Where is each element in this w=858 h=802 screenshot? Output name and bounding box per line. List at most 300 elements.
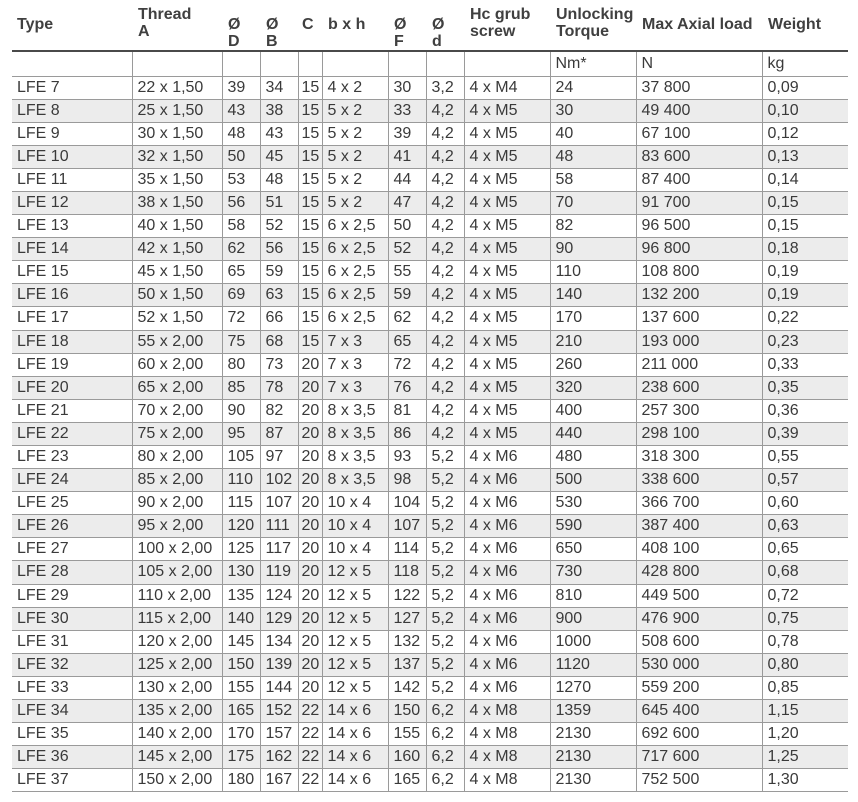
cell-c: 20 <box>298 399 322 422</box>
cell-od: 140 <box>222 607 260 630</box>
cell-ob: 144 <box>260 676 298 699</box>
cell-torque: 2130 <box>550 746 636 769</box>
cell-odsmall: 5,2 <box>426 492 464 515</box>
cell-c: 20 <box>298 446 322 469</box>
cell-type: LFE 28 <box>12 561 132 584</box>
cell-c: 15 <box>298 330 322 353</box>
cell-weight: 0,39 <box>762 422 848 445</box>
cell-c: 15 <box>298 215 322 238</box>
cell-od: 175 <box>222 746 260 769</box>
col-header-of: Ø F <box>388 0 426 51</box>
cell-axial-load: 91 700 <box>636 191 762 214</box>
table-row <box>12 653 848 676</box>
cell-grub-screw: 4 x M5 <box>464 307 550 330</box>
cell-grub-screw: 4 x M5 <box>464 422 550 445</box>
col-header-type: Type <box>12 0 132 51</box>
cell-od: 90 <box>222 399 260 422</box>
cell-axial-load: 257 300 <box>636 399 762 422</box>
table-row <box>12 261 848 284</box>
cell-torque: 320 <box>550 376 636 399</box>
header-row <box>12 0 848 51</box>
table-row <box>12 607 848 630</box>
cell-ob: 124 <box>260 584 298 607</box>
cell-grub-screw: 4 x M5 <box>464 261 550 284</box>
cell-odsmall: 5,2 <box>426 676 464 699</box>
cell-ob: 162 <box>260 746 298 769</box>
cell-weight: 0,19 <box>762 284 848 307</box>
cell-ob: 119 <box>260 561 298 584</box>
cell-thread: 38 x 1,50 <box>132 191 222 214</box>
unit-load: N <box>636 51 762 76</box>
cell-type: LFE 8 <box>12 99 132 122</box>
cell-bxh: 14 x 6 <box>322 700 388 723</box>
table-row <box>12 284 848 307</box>
cell-of: 44 <box>388 168 426 191</box>
cell-c: 20 <box>298 353 322 376</box>
cell-type: LFE 25 <box>12 492 132 515</box>
cell-weight: 1,20 <box>762 723 848 746</box>
cell-odsmall: 4,2 <box>426 145 464 168</box>
cell-odsmall: 5,2 <box>426 630 464 653</box>
cell-weight: 0,55 <box>762 446 848 469</box>
cell-grub-screw: 4 x M6 <box>464 653 550 676</box>
cell-bxh: 14 x 6 <box>322 746 388 769</box>
cell-torque: 24 <box>550 76 636 99</box>
cell-grub-screw: 4 x M8 <box>464 723 550 746</box>
cell-weight: 0,65 <box>762 538 848 561</box>
unit-cell <box>222 51 260 76</box>
cell-od: 110 <box>222 469 260 492</box>
cell-axial-load: 137 600 <box>636 307 762 330</box>
cell-odsmall: 5,2 <box>426 584 464 607</box>
cell-bxh: 12 x 5 <box>322 607 388 630</box>
cell-od: 180 <box>222 769 260 792</box>
cell-torque: 730 <box>550 561 636 584</box>
cell-axial-load: 49 400 <box>636 99 762 122</box>
cell-c: 20 <box>298 376 322 399</box>
unit-cell <box>298 51 322 76</box>
cell-ob: 129 <box>260 607 298 630</box>
units-row <box>12 51 848 76</box>
cell-thread: 95 x 2,00 <box>132 515 222 538</box>
table-row <box>12 422 848 445</box>
cell-ob: 134 <box>260 630 298 653</box>
cell-weight: 0,33 <box>762 353 848 376</box>
unit-cell <box>132 51 222 76</box>
unit-cell <box>426 51 464 76</box>
cell-odsmall: 4,2 <box>426 330 464 353</box>
cell-od: 69 <box>222 284 260 307</box>
table-row <box>12 376 848 399</box>
cell-type: LFE 7 <box>12 76 132 99</box>
table-row <box>12 99 848 122</box>
cell-c: 22 <box>298 723 322 746</box>
cell-grub-screw: 4 x M6 <box>464 584 550 607</box>
cell-od: 130 <box>222 561 260 584</box>
table-row <box>12 353 848 376</box>
cell-ob: 48 <box>260 168 298 191</box>
cell-bxh: 5 x 2 <box>322 191 388 214</box>
cell-weight: 0,57 <box>762 469 848 492</box>
cell-weight: 1,30 <box>762 769 848 792</box>
cell-bxh: 10 x 4 <box>322 492 388 515</box>
cell-ob: 102 <box>260 469 298 492</box>
cell-of: 55 <box>388 261 426 284</box>
table-row <box>12 469 848 492</box>
cell-grub-screw: 4 x M5 <box>464 168 550 191</box>
cell-odsmall: 4,2 <box>426 307 464 330</box>
cell-type: LFE 20 <box>12 376 132 399</box>
cell-of: 160 <box>388 746 426 769</box>
cell-bxh: 5 x 2 <box>322 99 388 122</box>
cell-odsmall: 4,2 <box>426 284 464 307</box>
cell-thread: 105 x 2,00 <box>132 561 222 584</box>
cell-odsmall: 6,2 <box>426 769 464 792</box>
cell-axial-load: 37 800 <box>636 76 762 99</box>
cell-c: 15 <box>298 168 322 191</box>
cell-od: 85 <box>222 376 260 399</box>
cell-of: 30 <box>388 76 426 99</box>
cell-bxh: 8 x 3,5 <box>322 446 388 469</box>
table-row <box>12 145 848 168</box>
cell-axial-load: 508 600 <box>636 630 762 653</box>
cell-od: 150 <box>222 653 260 676</box>
cell-thread: 120 x 2,00 <box>132 630 222 653</box>
cell-od: 170 <box>222 723 260 746</box>
cell-axial-load: 132 200 <box>636 284 762 307</box>
cell-type: LFE 9 <box>12 122 132 145</box>
cell-grub-screw: 4 x M5 <box>464 284 550 307</box>
cell-c: 15 <box>298 191 322 214</box>
cell-weight: 0,14 <box>762 168 848 191</box>
cell-of: 50 <box>388 215 426 238</box>
cell-weight: 0,63 <box>762 515 848 538</box>
table-row <box>12 215 848 238</box>
cell-thread: 55 x 2,00 <box>132 330 222 353</box>
cell-torque: 1270 <box>550 676 636 699</box>
cell-thread: 60 x 2,00 <box>132 353 222 376</box>
cell-c: 20 <box>298 584 322 607</box>
unit-weight: kg <box>762 51 848 76</box>
cell-type: LFE 29 <box>12 584 132 607</box>
cell-type: LFE 24 <box>12 469 132 492</box>
cell-thread: 35 x 1,50 <box>132 168 222 191</box>
cell-type: LFE 19 <box>12 353 132 376</box>
cell-thread: 25 x 1,50 <box>132 99 222 122</box>
cell-bxh: 6 x 2,5 <box>322 307 388 330</box>
cell-bxh: 7 x 3 <box>322 330 388 353</box>
cell-od: 62 <box>222 238 260 261</box>
cell-bxh: 8 x 3,5 <box>322 422 388 445</box>
cell-ob: 63 <box>260 284 298 307</box>
cell-grub-screw: 4 x M5 <box>464 376 550 399</box>
cell-odsmall: 5,2 <box>426 469 464 492</box>
cell-odsmall: 6,2 <box>426 723 464 746</box>
cell-axial-load: 211 000 <box>636 353 762 376</box>
cell-ob: 56 <box>260 238 298 261</box>
cell-type: LFE 13 <box>12 215 132 238</box>
col-header-ob: Ø B <box>260 0 298 51</box>
table-row <box>12 676 848 699</box>
table-row <box>12 769 848 792</box>
cell-of: 122 <box>388 584 426 607</box>
cell-thread: 125 x 2,00 <box>132 653 222 676</box>
cell-od: 145 <box>222 630 260 653</box>
cell-bxh: 12 x 5 <box>322 676 388 699</box>
cell-ob: 73 <box>260 353 298 376</box>
cell-bxh: 7 x 3 <box>322 376 388 399</box>
cell-c: 15 <box>298 99 322 122</box>
cell-type: LFE 37 <box>12 769 132 792</box>
cell-bxh: 12 x 5 <box>322 630 388 653</box>
unit-cell <box>12 51 132 76</box>
cell-ob: 152 <box>260 700 298 723</box>
cell-thread: 40 x 1,50 <box>132 215 222 238</box>
cell-thread: 85 x 2,00 <box>132 469 222 492</box>
cell-ob: 87 <box>260 422 298 445</box>
cell-type: LFE 26 <box>12 515 132 538</box>
cell-torque: 810 <box>550 584 636 607</box>
cell-bxh: 6 x 2,5 <box>322 215 388 238</box>
table-row <box>12 700 848 723</box>
cell-torque: 110 <box>550 261 636 284</box>
cell-weight: 0,15 <box>762 191 848 214</box>
cell-bxh: 6 x 2,5 <box>322 284 388 307</box>
cell-axial-load: 318 300 <box>636 446 762 469</box>
col-header-max-axial-load: Max Axial load <box>636 0 762 51</box>
cell-bxh: 12 x 5 <box>322 653 388 676</box>
table-row <box>12 515 848 538</box>
cell-od: 48 <box>222 122 260 145</box>
cell-torque: 440 <box>550 422 636 445</box>
cell-c: 20 <box>298 515 322 538</box>
cell-torque: 1120 <box>550 653 636 676</box>
cell-weight: 0,10 <box>762 99 848 122</box>
cell-bxh: 14 x 6 <box>322 723 388 746</box>
table-row <box>12 561 848 584</box>
cell-od: 56 <box>222 191 260 214</box>
cell-ob: 167 <box>260 769 298 792</box>
cell-type: LFE 10 <box>12 145 132 168</box>
cell-thread: 90 x 2,00 <box>132 492 222 515</box>
unit-cell <box>388 51 426 76</box>
cell-axial-load: 428 800 <box>636 561 762 584</box>
cell-bxh: 6 x 2,5 <box>322 238 388 261</box>
cell-od: 50 <box>222 145 260 168</box>
cell-odsmall: 4,2 <box>426 376 464 399</box>
cell-torque: 210 <box>550 330 636 353</box>
cell-type: LFE 32 <box>12 653 132 676</box>
cell-of: 150 <box>388 700 426 723</box>
cell-grub-screw: 4 x M8 <box>464 769 550 792</box>
cell-grub-screw: 4 x M6 <box>464 676 550 699</box>
cell-ob: 97 <box>260 446 298 469</box>
cell-of: 142 <box>388 676 426 699</box>
cell-thread: 65 x 2,00 <box>132 376 222 399</box>
col-header-weight: Weight <box>762 0 848 51</box>
cell-grub-screw: 4 x M6 <box>464 469 550 492</box>
cell-grub-screw: 4 x M5 <box>464 399 550 422</box>
cell-od: 125 <box>222 538 260 561</box>
cell-torque: 70 <box>550 191 636 214</box>
cell-ob: 43 <box>260 122 298 145</box>
table-row <box>12 168 848 191</box>
cell-odsmall: 3,2 <box>426 76 464 99</box>
cell-of: 107 <box>388 515 426 538</box>
cell-of: 47 <box>388 191 426 214</box>
cell-ob: 157 <box>260 723 298 746</box>
col-header-od: Ø D <box>222 0 260 51</box>
cell-type: LFE 21 <box>12 399 132 422</box>
cell-axial-load: 338 600 <box>636 469 762 492</box>
cell-od: 135 <box>222 584 260 607</box>
cell-c: 22 <box>298 746 322 769</box>
cell-weight: 0,68 <box>762 561 848 584</box>
cell-odsmall: 4,2 <box>426 422 464 445</box>
cell-odsmall: 5,2 <box>426 607 464 630</box>
cell-bxh: 8 x 3,5 <box>322 469 388 492</box>
cell-c: 15 <box>298 307 322 330</box>
cell-thread: 50 x 1,50 <box>132 284 222 307</box>
cell-torque: 1359 <box>550 700 636 723</box>
cell-grub-screw: 4 x M6 <box>464 607 550 630</box>
cell-axial-load: 717 600 <box>636 746 762 769</box>
cell-torque: 170 <box>550 307 636 330</box>
cell-od: 105 <box>222 446 260 469</box>
cell-od: 155 <box>222 676 260 699</box>
cell-axial-load: 193 000 <box>636 330 762 353</box>
cell-axial-load: 692 600 <box>636 723 762 746</box>
col-header-bxh: b x h <box>322 0 388 51</box>
cell-of: 155 <box>388 723 426 746</box>
cell-torque: 40 <box>550 122 636 145</box>
cell-grub-screw: 4 x M8 <box>464 700 550 723</box>
cell-axial-load: 366 700 <box>636 492 762 515</box>
cell-odsmall: 6,2 <box>426 700 464 723</box>
cell-thread: 75 x 2,00 <box>132 422 222 445</box>
cell-type: LFE 12 <box>12 191 132 214</box>
cell-of: 165 <box>388 769 426 792</box>
cell-axial-load: 67 100 <box>636 122 762 145</box>
cell-grub-screw: 4 x M6 <box>464 446 550 469</box>
col-header-thread: Thread A <box>132 0 222 51</box>
cell-grub-screw: 4 x M6 <box>464 538 550 561</box>
cell-thread: 22 x 1,50 <box>132 76 222 99</box>
cell-c: 20 <box>298 676 322 699</box>
cell-c: 22 <box>298 700 322 723</box>
cell-od: 120 <box>222 515 260 538</box>
cell-type: LFE 18 <box>12 330 132 353</box>
cell-of: 59 <box>388 284 426 307</box>
cell-odsmall: 4,2 <box>426 353 464 376</box>
cell-thread: 150 x 2,00 <box>132 769 222 792</box>
cell-ob: 107 <box>260 492 298 515</box>
cell-axial-load: 645 400 <box>636 700 762 723</box>
cell-of: 33 <box>388 99 426 122</box>
cell-weight: 0,22 <box>762 307 848 330</box>
cell-axial-load: 530 000 <box>636 653 762 676</box>
cell-ob: 51 <box>260 191 298 214</box>
cell-torque: 1000 <box>550 630 636 653</box>
cell-torque: 400 <box>550 399 636 422</box>
cell-torque: 140 <box>550 284 636 307</box>
cell-bxh: 4 x 2 <box>322 76 388 99</box>
cell-torque: 530 <box>550 492 636 515</box>
cell-of: 81 <box>388 399 426 422</box>
cell-of: 104 <box>388 492 426 515</box>
cell-od: 72 <box>222 307 260 330</box>
table-row <box>12 76 848 99</box>
cell-torque: 30 <box>550 99 636 122</box>
table-row <box>12 238 848 261</box>
cell-torque: 48 <box>550 145 636 168</box>
cell-bxh: 7 x 3 <box>322 353 388 376</box>
cell-torque: 58 <box>550 168 636 191</box>
cell-type: LFE 11 <box>12 168 132 191</box>
cell-axial-load: 87 400 <box>636 168 762 191</box>
cell-torque: 590 <box>550 515 636 538</box>
cell-odsmall: 5,2 <box>426 538 464 561</box>
cell-grub-screw: 4 x M6 <box>464 630 550 653</box>
cell-type: LFE 27 <box>12 538 132 561</box>
cell-ob: 139 <box>260 653 298 676</box>
cell-type: LFE 36 <box>12 746 132 769</box>
table-row <box>12 330 848 353</box>
table-row <box>12 723 848 746</box>
cell-axial-load: 559 200 <box>636 676 762 699</box>
cell-ob: 117 <box>260 538 298 561</box>
cell-grub-screw: 4 x M5 <box>464 99 550 122</box>
cell-odsmall: 4,2 <box>426 399 464 422</box>
cell-grub-screw: 4 x M5 <box>464 145 550 168</box>
cell-grub-screw: 4 x M5 <box>464 122 550 145</box>
cell-ob: 66 <box>260 307 298 330</box>
cell-of: 93 <box>388 446 426 469</box>
cell-weight: 0,09 <box>762 76 848 99</box>
cell-thread: 115 x 2,00 <box>132 607 222 630</box>
cell-odsmall: 4,2 <box>426 122 464 145</box>
cell-weight: 1,25 <box>762 746 848 769</box>
cell-odsmall: 6,2 <box>426 746 464 769</box>
cell-type: LFE 31 <box>12 630 132 653</box>
cell-od: 43 <box>222 99 260 122</box>
cell-ob: 45 <box>260 145 298 168</box>
cell-grub-screw: 4 x M4 <box>464 76 550 99</box>
cell-torque: 82 <box>550 215 636 238</box>
cell-c: 20 <box>298 653 322 676</box>
cell-od: 95 <box>222 422 260 445</box>
cell-odsmall: 4,2 <box>426 191 464 214</box>
cell-of: 132 <box>388 630 426 653</box>
cell-grub-screw: 4 x M5 <box>464 215 550 238</box>
cell-weight: 0,75 <box>762 607 848 630</box>
cell-od: 65 <box>222 261 260 284</box>
col-header-odsmall: Ø d <box>426 0 464 51</box>
cell-type: LFE 35 <box>12 723 132 746</box>
cell-bxh: 10 x 4 <box>322 515 388 538</box>
cell-grub-screw: 4 x M5 <box>464 238 550 261</box>
cell-axial-load: 476 900 <box>636 607 762 630</box>
cell-weight: 0,35 <box>762 376 848 399</box>
cell-thread: 100 x 2,00 <box>132 538 222 561</box>
cell-weight: 0,36 <box>762 399 848 422</box>
cell-grub-screw: 4 x M6 <box>464 492 550 515</box>
cell-weight: 0,12 <box>762 122 848 145</box>
cell-c: 20 <box>298 492 322 515</box>
cell-axial-load: 387 400 <box>636 515 762 538</box>
cell-c: 15 <box>298 122 322 145</box>
cell-axial-load: 449 500 <box>636 584 762 607</box>
